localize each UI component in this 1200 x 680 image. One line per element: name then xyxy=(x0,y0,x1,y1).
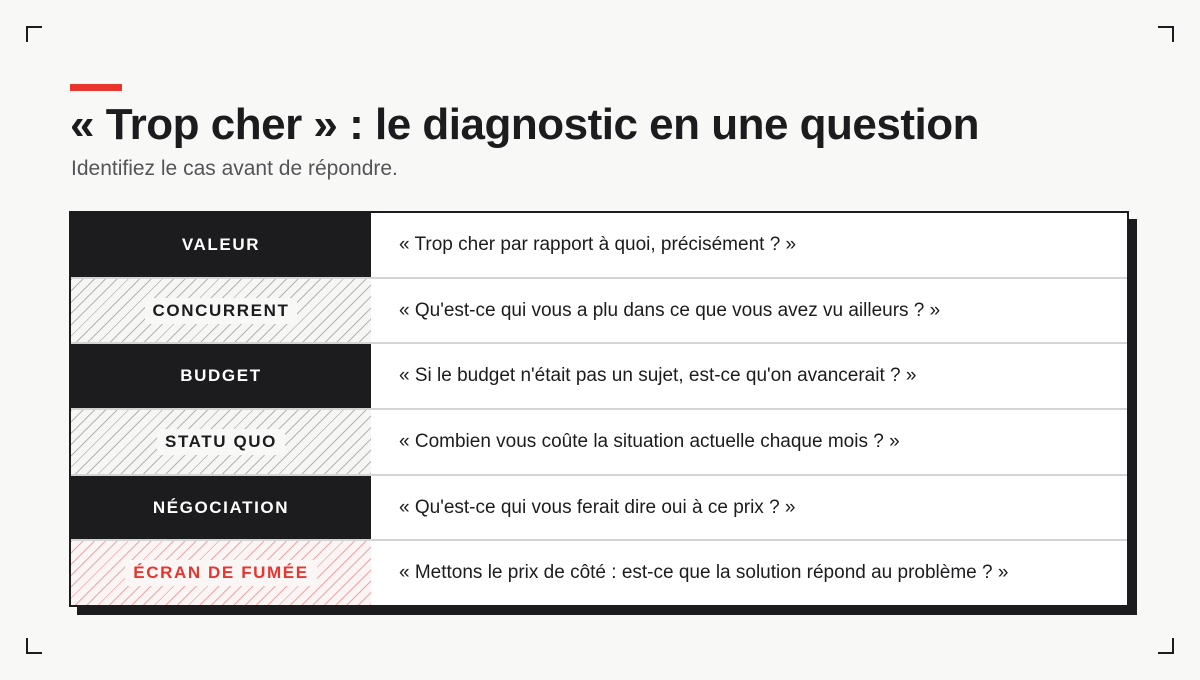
row-label-cell xyxy=(71,344,371,408)
corner-mark-bottom-right xyxy=(1158,638,1174,654)
table-row-statu-quo xyxy=(71,408,1127,474)
corner-mark-top-right xyxy=(1158,26,1174,42)
row-question: « Combien vous coûte la situation actuelle chaque mois ? » xyxy=(399,430,900,452)
row-label-cell xyxy=(71,476,371,540)
row-label: STATU QUO xyxy=(157,429,285,455)
table-row-concurrent xyxy=(71,277,1127,343)
row-question-cell xyxy=(371,279,1127,343)
row-question-cell xyxy=(371,344,1127,408)
row-label-cell xyxy=(71,213,371,277)
table-row-budget xyxy=(71,342,1127,408)
row-question-cell xyxy=(371,541,1127,605)
corner-mark-bottom-left xyxy=(26,638,42,654)
corner-mark-top-left xyxy=(26,26,42,42)
row-label-cell xyxy=(71,410,371,474)
row-question: « Si le budget n'était pas un sujet, est-ce qu'on avancerait ? » xyxy=(399,365,917,387)
page-subtitle: Identifiez le cas avant de répondre. xyxy=(71,157,398,180)
row-question: « Mettons le prix de côté : est-ce que la solution répond au problème ? » xyxy=(399,562,1009,584)
row-label-cell xyxy=(71,279,371,343)
row-label: NÉGOCIATION xyxy=(152,497,290,517)
row-label: VALEUR xyxy=(181,234,261,254)
row-label-cell xyxy=(71,541,371,605)
row-label: CONCURRENT xyxy=(145,298,298,324)
diagnostic-table xyxy=(69,211,1129,607)
row-question-cell xyxy=(371,476,1127,540)
row-label: ÉCRAN DE FUMÉE xyxy=(125,560,316,586)
row-question: « Qu'est-ce qui vous ferait dire oui à ce prix ? » xyxy=(399,496,796,518)
table-row-valeur xyxy=(71,213,1127,277)
row-question: « Qu'est-ce qui vous a plu dans ce que vous avez vu ailleurs ? » xyxy=(399,299,941,321)
row-question-cell xyxy=(371,410,1127,474)
accent-bar xyxy=(70,84,122,91)
row-question-cell xyxy=(371,213,1127,277)
row-label: BUDGET xyxy=(180,366,262,386)
page-title: « Trop cher » : le diagnostic en une question xyxy=(70,100,979,149)
row-question: « Trop cher par rapport à quoi, précisément ? » xyxy=(399,233,797,255)
table-row-negociation xyxy=(71,474,1127,540)
table-row-ecran-de-fumee xyxy=(71,539,1127,605)
